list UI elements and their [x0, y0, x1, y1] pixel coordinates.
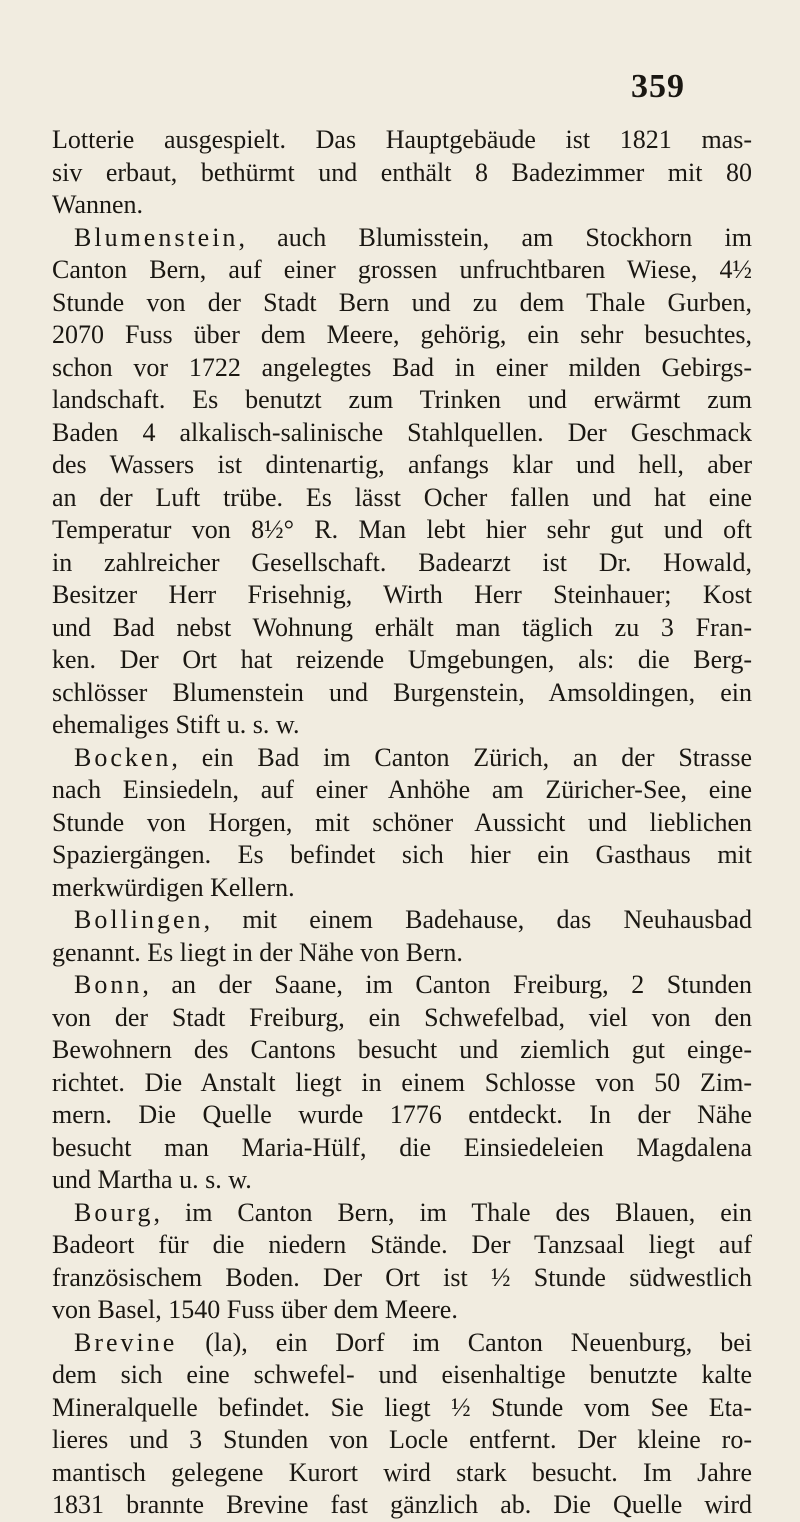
entry-heading: Bonn — [74, 970, 143, 999]
text-line: französischem Boden. Der Ort ist ½ Stunde südwestlich — [52, 1262, 752, 1292]
text-line: Temperatur von 8½° R. Man lebt hier sehr gut und oft — [52, 515, 752, 544]
entry-text: , mit einem Badehause, das Neuhausbad — [203, 905, 752, 934]
text-line: Mineralquelle befindet. Sie liegt ½ Stunde vom See Eta- — [52, 1392, 752, 1422]
entry-heading: Brevine — [74, 1327, 178, 1357]
text-line: richtet. Die Anstalt liegt in einem Schlosse von 50 Zim- — [52, 1067, 752, 1097]
entry-line — [52, 904, 752, 937]
text-line: von Basel, 1540 Fuss über dem Meere. — [52, 1295, 458, 1324]
text-line: Stunde von Horgen, mit schöner Aussicht und lieblichen — [52, 807, 752, 837]
text-line: des Wassers ist dintenartig, anfangs klar und hell, aber — [52, 450, 752, 479]
entry-heading: Bollingen — [74, 905, 204, 934]
text-line: 2070 Fuss über dem Meere, gehörig, ein sehr besuchtes, — [52, 320, 752, 349]
entry-heading: Bourg — [74, 1197, 154, 1227]
entry-line — [52, 1197, 752, 1230]
text-line: lieres und 3 Stunden von Locle entfernt. Der kleine ro- — [52, 1425, 752, 1454]
text-line: merkwürdigen Kellern. — [52, 872, 295, 902]
entry-line — [52, 742, 752, 775]
page-number: 359 — [631, 68, 685, 105]
entry-heading: Bocken — [74, 742, 172, 772]
text-line: schon vor 1722 angelegtes Bad in einer milden Gebirgs- — [52, 352, 752, 382]
text-line: und Martha u. s. w. — [52, 1165, 252, 1194]
entry-line — [52, 1327, 752, 1360]
entry-line — [52, 969, 752, 1002]
text-line: ken. Der Ort hat reizende Umgebungen, als: die Berg- — [52, 645, 752, 674]
entry-line — [52, 222, 752, 255]
text-line: Besitzer Herr Frisehnig, Wirth Herr Steinhauer; Kost — [52, 580, 752, 609]
text-line: in zahlreicher Gesellschaft. Badearzt ist Dr. Howald, — [52, 547, 752, 577]
text-line: genannt. Es liegt in der Nähe von Bern. — [52, 937, 463, 967]
text-line: 1831 brannte Brevine fast gänzlich ab. Die Quelle wird — [52, 1490, 752, 1519]
text-line: von der Stadt Freiburg, ein Schwefelbad, viel von den — [52, 1002, 752, 1032]
text-line: Baden 4 alkalisch-salinische Stahlquellen. Der Geschmack — [52, 417, 752, 447]
text-line: Stunde von der Stadt Bern und zu dem Thale Gurben, — [52, 287, 752, 317]
text-line: Wannen. — [52, 190, 144, 219]
text-line: mantisch gelegene Kurort wird stark besucht. Im Jahre — [52, 1457, 752, 1487]
text-line: schlösser Blumenstein und Burgenstein, Amsoldingen, ein — [52, 677, 752, 707]
text-line: landschaft. Es benutzt zum Trinken und erwärmt zum — [52, 385, 752, 414]
entry-text: (la), ein Dorf im Canton Neuenburg, bei — [177, 1327, 752, 1357]
entry-text: , im Canton Bern, im Thale des Blauen, ein — [153, 1197, 752, 1227]
text-line: und Bad nebst Wohnung erhält man täglich zu 3 Fran- — [52, 612, 752, 642]
entry-text: , ein Bad im Canton Zürich, an der Strasse — [171, 742, 752, 772]
text-line: Spaziergängen. Es befindet sich hier ein Gasthaus mit — [52, 840, 752, 869]
text-line: Canton Bern, auf einer grossen unfruchtbaren Wiese, 4½ — [52, 255, 752, 284]
entry-text: , an der Saane, im Canton Freiburg, 2 Stunden — [142, 970, 752, 999]
entry-text: , auch Blumisstein, am Stockhorn im — [238, 222, 752, 252]
text-line: nach Einsiedeln, auf einer Anhöhe am Züricher-See, eine — [52, 775, 752, 804]
text-line: besucht man Maria-Hülf, die Einsiedeleien Magdalena — [52, 1132, 752, 1162]
text-line: Badeort für die niedern Stände. Der Tanzsaal liegt auf — [52, 1230, 752, 1259]
body-text — [52, 124, 752, 1522]
text-line: mern. Die Quelle wurde 1776 entdeckt. In der Nähe — [52, 1100, 752, 1129]
text-line: Bewohnern des Cantons besucht und ziemlich gut einge- — [52, 1035, 752, 1064]
text-line: dem sich eine schwefel- und eisenhaltige benutzte kalte — [52, 1360, 752, 1389]
text-line: Lotterie ausgespielt. Das Hauptgebäude ist 1821 mas- — [52, 125, 752, 154]
text-line: ehemaliges Stift u. s. w. — [52, 710, 300, 739]
entry-heading: Blumenstein — [74, 222, 239, 252]
text-line: siv erbaut, bethürmt und enthält 8 Badezimmer mit 80 — [52, 157, 752, 187]
text-line: an der Luft trübe. Es lässt Ocher fallen und hat eine — [52, 482, 752, 512]
